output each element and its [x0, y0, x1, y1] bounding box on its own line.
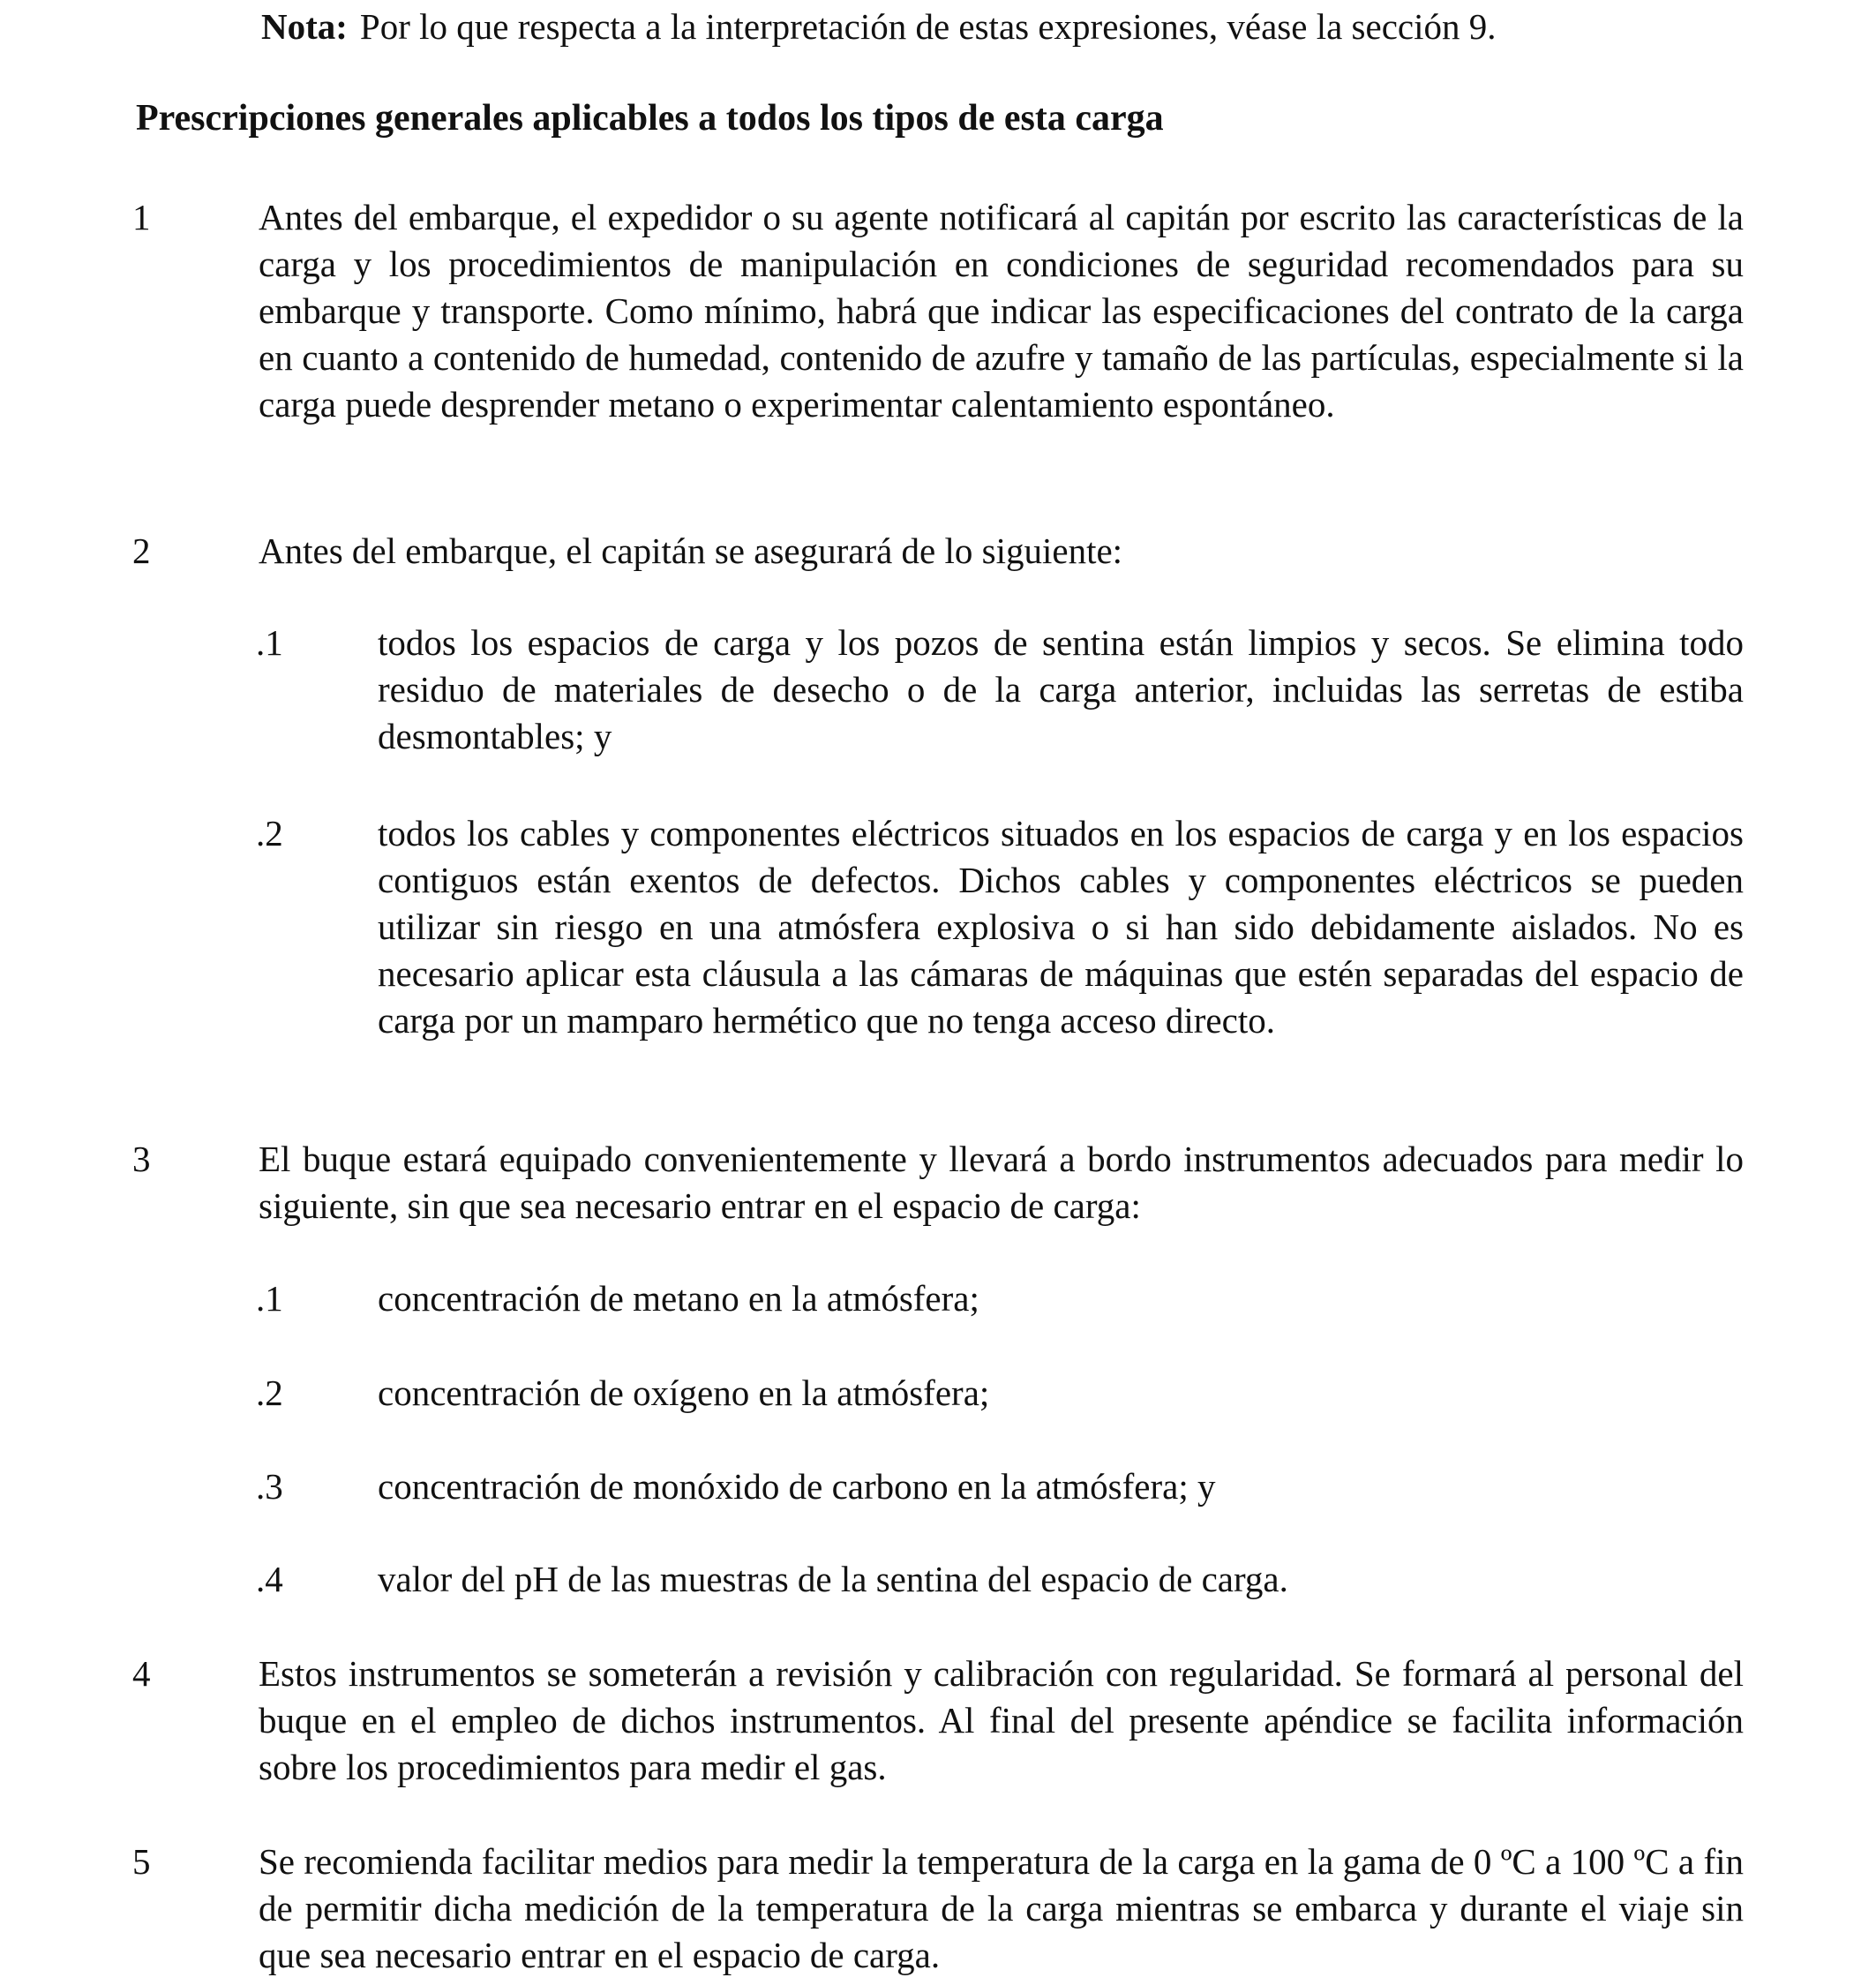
- note-label: Nota:: [261, 6, 348, 47]
- note-text: Por lo que respecta a la interpretación de estas expresiones, véase la sección 9.: [359, 6, 1497, 47]
- note-line: [261, 4, 1496, 50]
- item-number: 3: [132, 1139, 151, 1179]
- item-text: Estos instrumentos se someterán a revisión y calibración con regularidad. Se formará al personal del buque en el empleo de dichos instrumentos. Al final del presente apéndice se facilita información sobre los procedimientos para medir el gas.: [259, 1653, 1744, 1787]
- sub-item-number: .3: [256, 1466, 283, 1507]
- item-number: 2: [132, 530, 151, 571]
- sub-item-number: .1: [256, 1278, 283, 1319]
- sub-item-number: .2: [256, 813, 283, 853]
- item-text: Se recomienda facilitar medios para medir la temperatura de la carga en la gama de 0 ºC a 100 ºC a fin de permitir dicha medición de la temperatura de la carga mientras se embarca y durante el viaje sin que sea necesario entrar en el espacio de carga.: [259, 1841, 1744, 1975]
- item-text: Antes del embarque, el capitán se asegurará de lo siguiente:: [259, 530, 1123, 571]
- sub-item-text: valor del pH de las muestras de la sentina del espacio de carga.: [378, 1559, 1288, 1599]
- sub-item-text: concentración de monóxido de carbono en la atmósfera; y: [378, 1466, 1216, 1507]
- item-number: 1: [132, 197, 151, 237]
- section-heading: Prescripciones generales aplicables a todos los tipos de esta carga: [136, 98, 1164, 139]
- sub-item-text: concentración de metano en la atmósfera;: [378, 1278, 979, 1319]
- sub-item-number: .4: [256, 1559, 283, 1599]
- item-text: Antes del embarque, el expedidor o su agente notificará al capitán por escrito las características de la carga y los procedimientos de manipulación en condiciones de seguridad recomendados para su embarque y transporte. Como mínimo, habrá que indicar las especificaciones del contrato de la carga en cuanto a contenido de humedad, contenido de azufre y tamaño de las partículas, especialmente si la carga puede desprender metano o experimentar calentamiento espontáneo.: [259, 197, 1744, 425]
- sub-item-number: .1: [256, 622, 283, 663]
- item-number: 5: [132, 1841, 151, 1882]
- sub-item-text: todos los cables y componentes eléctricos situados en los espacios de carga y en los espacios contiguos están exentos de defectos. Dichos cables y componentes eléctricos se pueden utilizar sin riesgo en una atmósfera explosiva o si han sido debidamente aislados. No es necesario aplicar esta cláusula a las cámaras de máquinas que estén separadas del espacio de carga por un mamparo hermético que no tenga acceso directo.: [378, 813, 1744, 1041]
- sub-item-number: .2: [256, 1372, 283, 1413]
- sub-item-text: concentración de oxígeno en la atmósfera;: [378, 1372, 990, 1413]
- sub-item-text: todos los espacios de carga y los pozos de sentina están limpios y secos. Se elimina todo residuo de materiales de desecho o de la carga anterior, incluidas las serretas de estiba desmontables; y: [378, 622, 1744, 756]
- item-text: El buque estará equipado convenientemente y llevará a bordo instrumentos adecuados para medir lo siguiente, sin que sea necesario entrar en el espacio de carga:: [259, 1139, 1744, 1226]
- item-number: 4: [132, 1653, 151, 1694]
